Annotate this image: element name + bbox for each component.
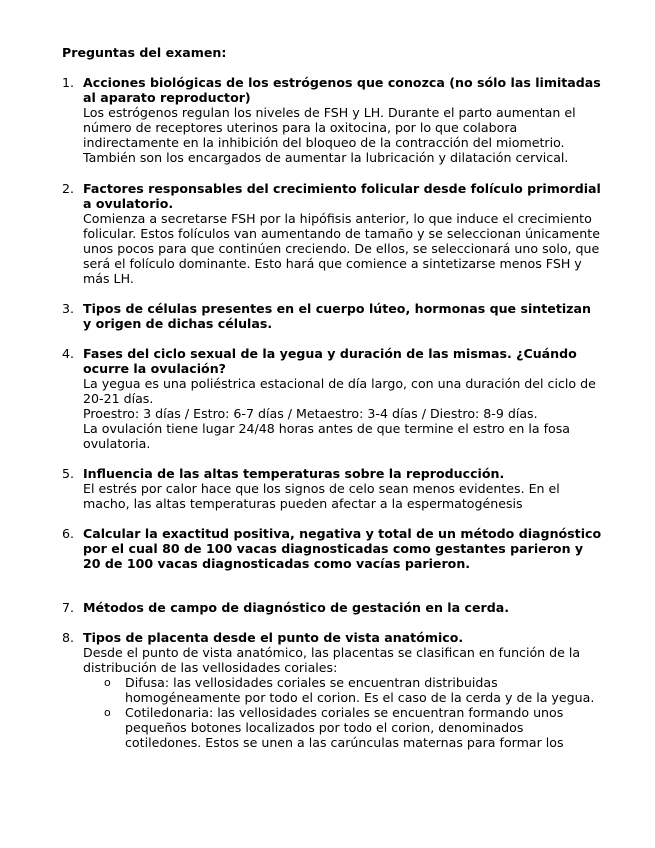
question-title: Influencia de las altas temperaturas sobre la reproducción. <box>83 466 505 481</box>
question-number: 2. <box>62 181 75 196</box>
question-answer: Comienza a secretarse FSH por la hipófisis anterior, lo que induce el crecimiento folicular. Estos folículos van aumentando de tamaño y se seleccionan únicamente unos pocos para que continúen creciendo. De ellos, se seleccionará uno solo, que será el folículo dominante. Esto hará que comience a sintetizarse menos FSH y más LH. <box>83 211 600 286</box>
bullet-circle-icon: o <box>104 676 111 689</box>
question-title: Tipos de placenta desde el punto de vista anatómico. <box>83 630 464 645</box>
question-number: 7. <box>62 600 75 615</box>
list-item-text: Difusa: las vellosidades coriales se encuentran distribuidas homogéneamente por todo el corion. Es el caso de la cerda y de la yegua. <box>125 675 595 705</box>
question-title: Tipos de células presentes en el cuerpo lúteo, hormonas que sintetizan y origen de dichas células. <box>83 301 591 331</box>
bullet-circle-icon: o <box>104 706 111 719</box>
page-heading: Preguntas del examen: <box>62 45 227 60</box>
question-1 <box>62 75 602 165</box>
question-answer: El estrés por calor hace que los signos de celo sean menos evidentes. En el macho, las altas temperaturas pueden afectar a la espermatogénesis <box>83 481 560 511</box>
question-title: Acciones biológicas de los estrógenos que conozca (no sólo las limitadas al aparato reproductor) <box>83 75 601 105</box>
question-title: Factores responsables del crecimiento folicular desde folículo primordial a ovulatorio. <box>83 181 601 211</box>
question-8 <box>62 630 602 750</box>
list-item <box>104 675 602 705</box>
question-answer: Desde el punto de vista anatómico, las placentas se clasifican en función de la distribución de las vellosidades coriales: <box>83 645 581 675</box>
question-5 <box>62 466 602 511</box>
question-6 <box>62 526 602 571</box>
question-answer: Los estrógenos regulan los niveles de FSH y LH. Durante el parto aumentan el número de receptores uterinos para la oxitocina, por lo que colabora indirectamente en la inhibición del bloqueo de la contracción del miometrio. También son los encargados de aumentar la lubricación y dilatación cervical. <box>83 105 576 165</box>
answer-line: Proestro: 3 días / Estro: 6-7 días / Metaestro: 3-4 días / Diestro: 8-9 días. <box>83 406 538 421</box>
question-7 <box>62 600 602 615</box>
question-title: Calcular la exactitud positiva, negativa y total de un método diagnóstico por el cual 80 de 100 vacas diagnosticadas como gestantes parieron y 20 de 100 vacas diagnosticadas como vacías parieron. <box>83 526 602 571</box>
question-number: 3. <box>62 301 75 316</box>
answer-line: La ovulación tiene lugar 24/48 horas antes de que termine el estro en la fosa ovulatoria. <box>83 421 570 451</box>
question-2 <box>62 181 602 286</box>
question-4 <box>62 346 602 451</box>
question-number: 6. <box>62 526 75 541</box>
question-3 <box>62 301 602 331</box>
question-number: 4. <box>62 346 75 361</box>
question-title: Métodos de campo de diagnóstico de gestación en la cerda. <box>83 600 510 615</box>
question-title: Fases del ciclo sexual de la yegua y duración de las mismas. ¿Cuándo ocurre la ovulación? <box>83 346 577 376</box>
list-item-text: Cotiledonaria: las vellosidades coriales se encuentran formando unos pequeños botones localizados por todo el corion, denominados cotiledones. Estos se unen a las carúnculas maternas para formar los <box>125 705 564 750</box>
list-item <box>104 705 602 750</box>
question-number: 8. <box>62 630 75 645</box>
question-number: 1. <box>62 75 75 90</box>
answer-line: La yegua es una poliéstrica estacional de día largo, con una duración del ciclo de 20-21 días. <box>83 376 596 406</box>
question-number: 5. <box>62 466 75 481</box>
